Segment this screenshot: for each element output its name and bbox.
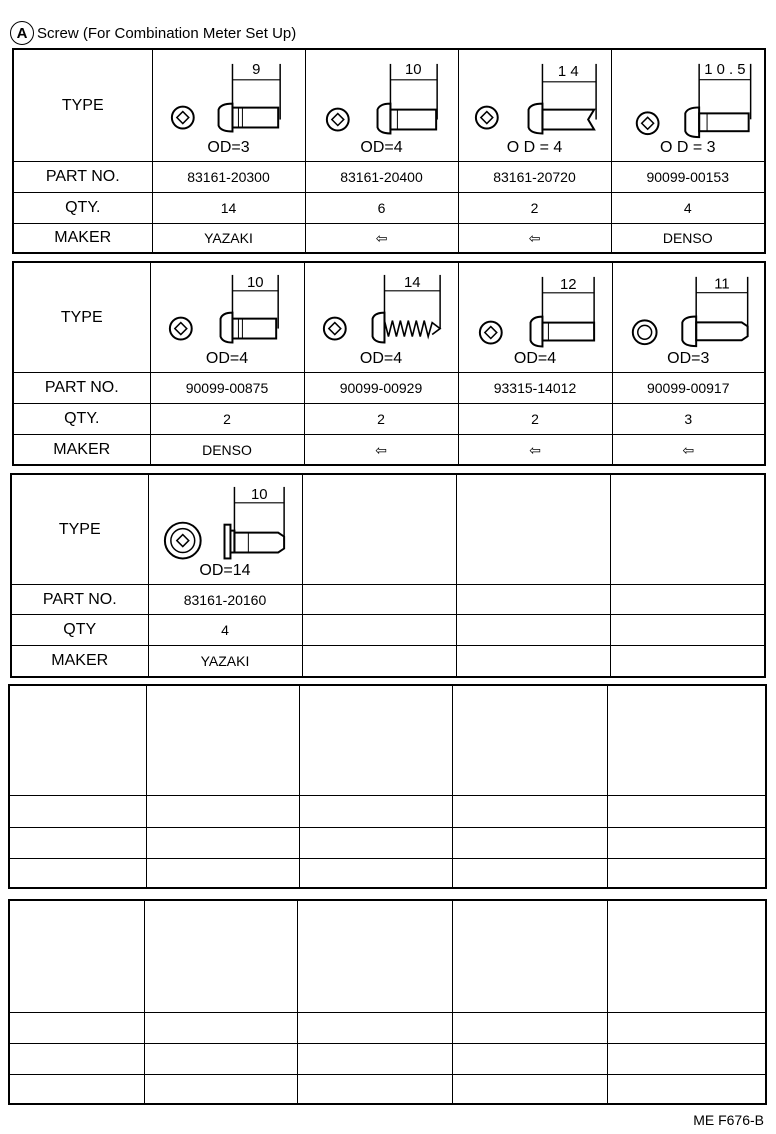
screw-diagram <box>152 49 305 162</box>
maker-label: MAKER <box>13 224 152 253</box>
qty-value: 2 <box>304 404 458 435</box>
empty-cell <box>297 1012 452 1043</box>
qty-label: QTY. <box>13 193 152 224</box>
part-no-value: 83161-20720 <box>458 162 611 193</box>
screw-diagram <box>305 49 458 162</box>
od-label: OD=4 <box>205 350 249 368</box>
empty-cell <box>610 585 765 615</box>
screw-diagram <box>304 262 458 373</box>
od-label: O D = 3 <box>659 139 716 157</box>
part-no-value: 90099-00917 <box>612 373 765 404</box>
qty-value: 2 <box>150 404 304 435</box>
maker-value: DENSO <box>611 224 765 253</box>
dimension-label: 12 <box>559 276 577 293</box>
empty-cell <box>607 1074 766 1104</box>
empty-cell <box>607 1012 766 1043</box>
dimension-label: 10 <box>250 486 268 503</box>
ditto-icon: ⇦ <box>304 435 458 465</box>
type-label: TYPE <box>13 49 152 162</box>
empty-cell <box>144 1043 297 1074</box>
od-label: OD=3 <box>207 139 250 157</box>
empty-cell <box>456 585 610 615</box>
screw-diagram <box>611 49 765 162</box>
blank-table-2 <box>8 899 767 1105</box>
empty-cell <box>452 1074 607 1104</box>
empty-cell <box>302 615 456 646</box>
empty-cell <box>452 685 607 795</box>
empty-cell <box>452 1012 607 1043</box>
empty-cell <box>9 795 146 827</box>
empty-cell <box>9 1012 144 1043</box>
empty-cell <box>302 646 456 677</box>
dimension-label: 9 <box>251 61 260 78</box>
empty-cell <box>146 685 299 795</box>
qty-value: 3 <box>612 404 765 435</box>
qty-value: 2 <box>458 193 611 224</box>
maker-value: YAZAKI <box>152 224 305 253</box>
qty-value: 4 <box>611 193 765 224</box>
ditto-icon: ⇦ <box>612 435 765 465</box>
maker-label: MAKER <box>13 435 150 465</box>
screw-table-2 <box>12 261 766 466</box>
empty-cell <box>299 858 452 888</box>
empty-cell <box>297 1074 452 1104</box>
ditto-icon: ⇦ <box>458 224 611 253</box>
empty-cell <box>9 900 144 1012</box>
empty-cell <box>610 615 765 646</box>
part-no-value: 93315-14012 <box>458 373 612 404</box>
empty-cell <box>607 900 766 1012</box>
empty-cell <box>146 795 299 827</box>
empty-cell <box>146 858 299 888</box>
empty-cell <box>297 900 452 1012</box>
blank-table-1 <box>8 684 767 889</box>
empty-cell <box>144 1074 297 1104</box>
qty-value: 4 <box>148 615 302 646</box>
ditto-icon: ⇦ <box>305 224 458 253</box>
screw-diagram <box>458 49 611 162</box>
screw-table-1 <box>12 48 766 254</box>
od-label: OD=4 <box>359 350 403 368</box>
empty-cell <box>452 795 607 827</box>
title-text: Screw (For Combination Meter Set Up) <box>37 24 297 42</box>
empty-cell <box>607 1043 766 1074</box>
part-no-label: PART NO. <box>13 373 150 404</box>
dimension-label: 10 <box>246 274 264 291</box>
part-no-value: 83161-20400 <box>305 162 458 193</box>
empty-cell <box>9 1043 144 1074</box>
empty-cell <box>607 795 766 827</box>
figure-code: ME F676-B <box>693 1112 764 1128</box>
empty-cell <box>146 827 299 858</box>
od-label: OD=4 <box>360 139 403 157</box>
qty-label: QTY. <box>13 404 150 435</box>
screw-diagram <box>150 262 304 373</box>
empty-cell <box>9 827 146 858</box>
qty-value: 2 <box>458 404 612 435</box>
type-label: TYPE <box>11 474 148 585</box>
empty-cell <box>607 827 766 858</box>
dimension-label: 14 <box>403 274 421 291</box>
empty-cell <box>452 900 607 1012</box>
part-no-value: 90099-00929 <box>304 373 458 404</box>
od-label: OD=3 <box>667 350 710 368</box>
empty-cell <box>299 795 452 827</box>
dimension-label: 11 <box>713 276 730 293</box>
dimension-label: 1 0 . 5 <box>703 61 746 78</box>
screw-diagram <box>148 474 302 585</box>
section-badge: A <box>10 21 34 45</box>
screw-diagram <box>612 262 765 373</box>
maker-value: DENSO <box>150 435 304 465</box>
page-title <box>10 20 296 46</box>
empty-cell <box>610 474 765 585</box>
screw-table-3 <box>10 473 766 678</box>
empty-cell <box>144 900 297 1012</box>
empty-cell <box>456 615 610 646</box>
empty-cell <box>9 685 146 795</box>
empty-cell <box>610 646 765 677</box>
part-no-value: 83161-20300 <box>152 162 305 193</box>
empty-cell <box>607 858 766 888</box>
dimension-label: 10 <box>404 61 422 78</box>
od-label: OD=4 <box>513 350 557 368</box>
empty-cell <box>302 585 456 615</box>
empty-cell <box>607 685 766 795</box>
part-no-value: 83161-20160 <box>148 585 302 615</box>
empty-cell <box>452 1043 607 1074</box>
maker-value: YAZAKI <box>148 646 302 677</box>
empty-cell <box>144 1012 297 1043</box>
part-no-value: 90099-00875 <box>150 373 304 404</box>
empty-cell <box>9 858 146 888</box>
empty-cell <box>299 685 452 795</box>
ditto-icon: ⇦ <box>458 435 612 465</box>
part-no-label: PART NO. <box>13 162 152 193</box>
empty-cell <box>302 474 456 585</box>
od-label: OD=14 <box>199 562 251 580</box>
empty-cell <box>299 827 452 858</box>
empty-cell <box>456 646 610 677</box>
qty-value: 6 <box>305 193 458 224</box>
qty-label: QTY <box>11 615 148 646</box>
empty-cell <box>9 1074 144 1104</box>
part-no-label: PART NO. <box>11 585 148 615</box>
empty-cell <box>452 827 607 858</box>
type-label: TYPE <box>13 262 150 373</box>
od-label: O D = 4 <box>506 139 563 157</box>
empty-cell <box>456 474 610 585</box>
dimension-label: 1 4 <box>557 63 579 80</box>
empty-cell <box>452 858 607 888</box>
screw-diagram <box>458 262 612 373</box>
qty-value: 14 <box>152 193 305 224</box>
empty-cell <box>297 1043 452 1074</box>
maker-label: MAKER <box>11 646 148 677</box>
part-no-value: 90099-00153 <box>611 162 765 193</box>
